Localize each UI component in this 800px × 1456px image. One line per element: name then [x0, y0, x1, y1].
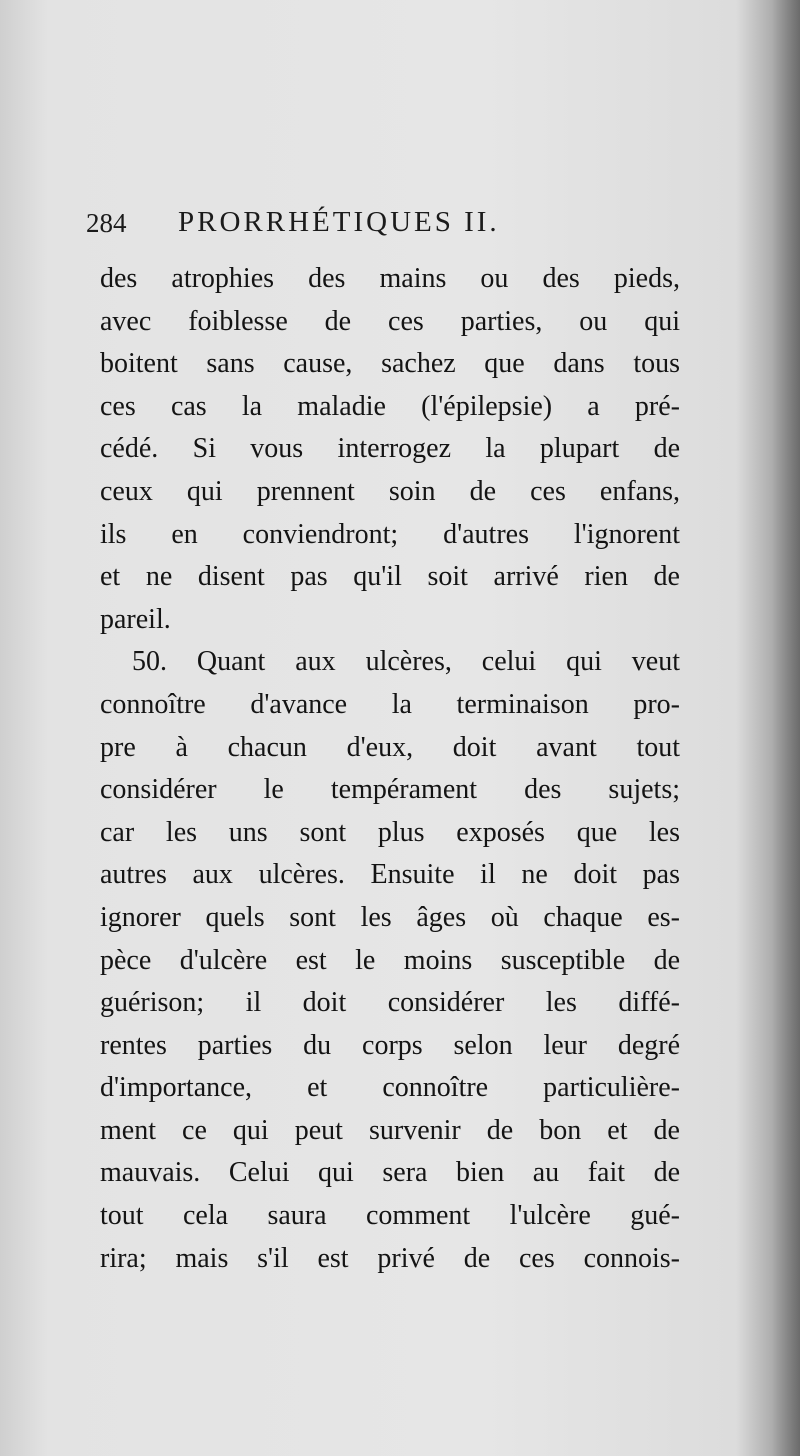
text-line: mauvais. Celui qui sera bien au fait de [100, 1157, 680, 1189]
text-line: d'importance, et connoître particulière- [100, 1072, 680, 1104]
text-line: avec foiblesse de ces parties, ou qui [100, 305, 680, 337]
text-line: considérer le tempérament des sujets; [100, 774, 680, 806]
text-line: rentes parties du corps selon leur degré [100, 1029, 680, 1061]
running-title: PRORRHÉTIQUES II. [178, 206, 500, 238]
text-line: ces cas la maladie (l'épilepsie) a pré- [100, 390, 680, 422]
text-line: rira; mais s'il est privé de ces connois- [100, 1242, 680, 1274]
text-line: ils en conviendront; d'autres l'ignorent [100, 518, 680, 550]
text-line: ment ce qui peut survenir de bon et de [100, 1114, 680, 1146]
text-line: pèce d'ulcère est le moins susceptible de [100, 944, 680, 976]
text-line: ceux qui prennent soin de ces enfans, [100, 475, 680, 507]
text-line: pre à chacun d'eux, doit avant tout [100, 731, 680, 763]
text-line: boitent sans cause, sachez que dans tous [100, 348, 680, 380]
text-line: guérison; il doit considérer les diffé- [100, 987, 680, 1019]
paragraph-end-line: pareil. [100, 603, 171, 635]
page-header [86, 206, 686, 250]
body-text [100, 258, 680, 1280]
text-line: et ne disent pas qu'il soit arrivé rien de [100, 561, 680, 593]
page-edge-shadow [772, 0, 800, 1456]
text-line: connoître d'avance la terminaison pro- [100, 688, 680, 720]
text-line: autres aux ulcères. Ensuite il ne doit pas [100, 859, 680, 891]
page-number: 284 [86, 208, 127, 238]
paragraph-start-line: 50. Quant aux ulcères, celui qui veut [132, 646, 680, 678]
text-line: des atrophies des mains ou des pieds, [100, 263, 680, 294]
text-line: ignorer quels sont les âges où chaque es- [100, 901, 680, 933]
text-line: cédé. Si vous interrogez la plupart de [100, 433, 680, 465]
text-line: car les uns sont plus exposés que les [100, 816, 680, 848]
text-line: tout cela saura comment l'ulcère gué- [100, 1200, 680, 1232]
